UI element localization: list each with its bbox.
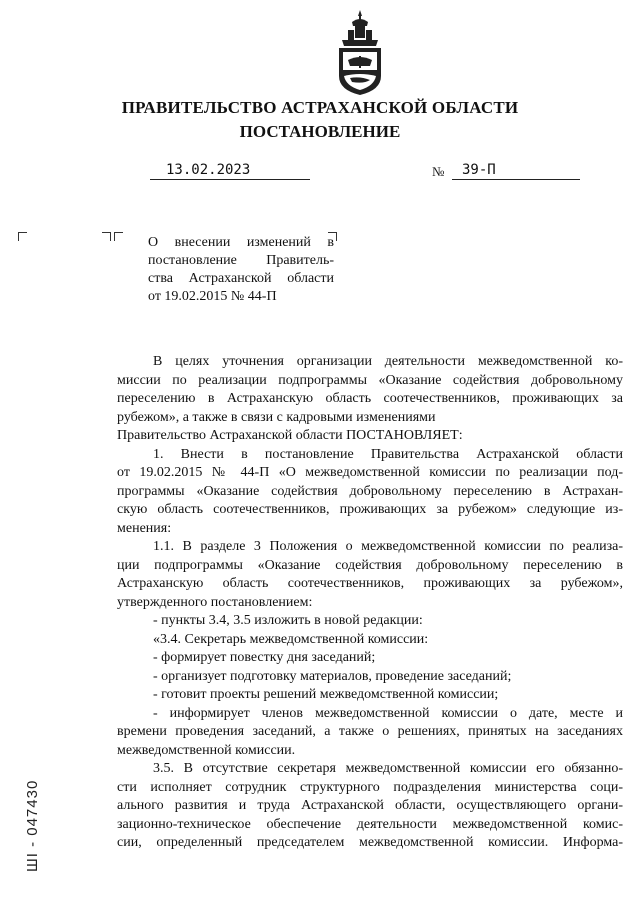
body-line: 1.1. В разделе 3 Положения о межведомственной комиссии по реализа- (153, 539, 623, 554)
date-underline (150, 179, 310, 180)
body-line: ального развития и труда Астраханской области, осуществляющего органи- (117, 798, 623, 813)
body-line: переселению в Астраханскую область соотечественников, проживающих за (117, 391, 623, 406)
astrakhan-coat-of-arms-icon (334, 10, 386, 96)
body-line: Правительство Астраханской области ПОСТАНОВЛЯЕТ: (117, 428, 463, 443)
body-line: межведомственной комиссии. (117, 742, 296, 758)
body-line: «3.4. Секретарь межведомственной комиссии: (153, 631, 429, 647)
body-line: - организует подготовку материалов, проведение заседаний; (153, 668, 512, 684)
body-line: от 19.02.2015 № 44-П «О межведомственной комиссии по реализации под- (117, 465, 623, 480)
body-line: сии, определенный председателем межведомственной комиссии. Информа- (117, 835, 623, 850)
subject-line: постановление Правитель- (148, 253, 334, 268)
body-line: рубежом», а также в связи с кадровыми изменениями (117, 409, 436, 425)
document-number: 39-П (462, 162, 496, 178)
document-date: 13.02.2023 (166, 162, 251, 178)
body-line: зационно-техническое обеспечение деятельности межведомственной комис- (117, 816, 623, 832)
document-subject (148, 234, 334, 306)
body-line: В целях уточнения организации деятельности межведомственной ко- (153, 354, 623, 369)
body-line: Астраханскую область соотечественников, проживающих за рубежом», (117, 576, 623, 591)
body-line: 3.5. В отсутствие секретаря межведомственной комиссии его обязанно- (153, 761, 623, 776)
subject-line: от 19.02.2015 № 44-П (148, 289, 277, 304)
document-type-title: ПОСТАНОВЛЕНИЕ (239, 122, 401, 141)
document-body (117, 353, 623, 853)
serial-number-stamp (8, 732, 40, 872)
subject-line: ства Астраханской области (148, 271, 334, 286)
body-line: утвержденного постановлением: (117, 594, 313, 610)
serial-number: ШI - 047430 (24, 779, 41, 872)
body-line: времени проведения заседаний, а также о решениях, принятых на заседаниях (117, 724, 623, 739)
body-line: - информирует членов межведомственной комиссии о дате, месте и (153, 705, 623, 721)
body-line: - формирует повестку дня заседаний; (153, 650, 376, 665)
body-line: менения: (117, 520, 172, 536)
body-line: 1. Внести в постановление Правительства Астраханской области (153, 446, 623, 462)
body-line: сти исполняет сотрудник структурного подразделения министерства соци- (117, 779, 623, 795)
government-title: ПРАВИТЕЛЬСТВО АСТРАХАНСКОЙ ОБЛАСТИ (121, 98, 519, 117)
document-number-label: № (432, 164, 445, 179)
number-underline (452, 179, 580, 180)
body-line: - готовит проекты решений межведомственной комиссии; (153, 687, 499, 702)
corner-mark-mid-left (114, 232, 123, 241)
body-line: миссии по реализации подпрограммы «Оказание содействия добровольному (117, 372, 623, 388)
subject-line: О внесении изменений в (148, 235, 334, 250)
body-line: программы «Оказание содействия добровольному переселению в Астрахан- (117, 483, 623, 499)
body-line: скую область соотечественников, проживающих за рубежом» следующие из- (117, 502, 623, 517)
body-line: - пункты 3.4, 3.5 изложить в новой редакции: (153, 613, 423, 628)
corner-mark-mid-right (102, 232, 111, 241)
corner-mark-left (18, 232, 27, 241)
body-line: ции подпрограммы «Оказание содействия добровольному переселению в (117, 557, 623, 573)
